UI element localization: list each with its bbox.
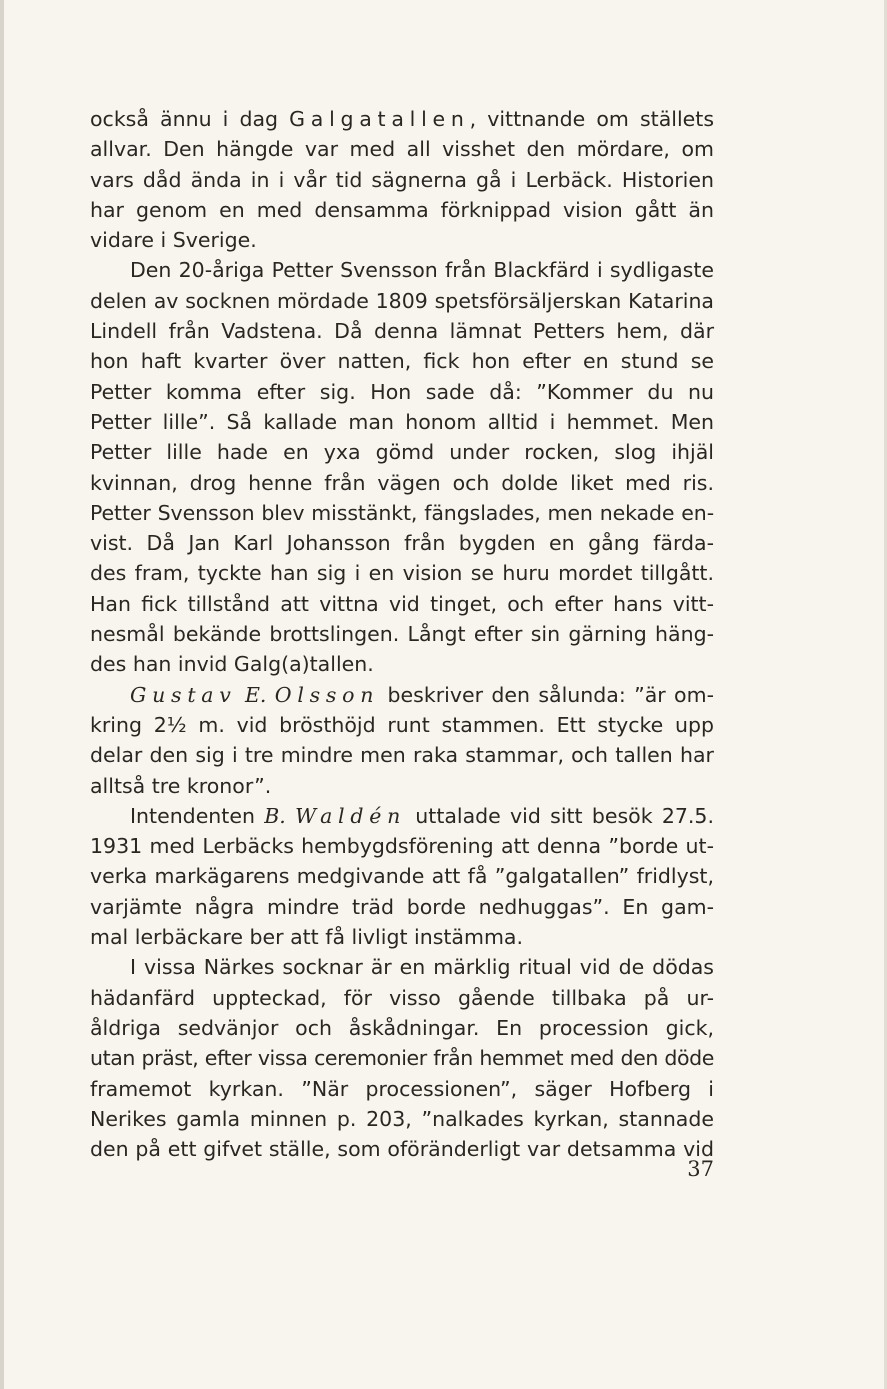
paragraph xyxy=(90,680,714,801)
text-segment: kvinnan, drog henne från vägen och dolde liket med ris. xyxy=(90,470,714,495)
text-segment: beskriver den sålunda: ”är om- xyxy=(379,682,714,707)
page-number: 37 xyxy=(687,1157,714,1181)
text-segment: B. xyxy=(264,803,286,828)
text-line xyxy=(90,195,714,225)
text-line xyxy=(90,255,714,285)
text-segment: hädanfärd uppteckad, för visso gående tillbaka på ur- xyxy=(90,985,714,1010)
text-line xyxy=(90,498,714,528)
text-line xyxy=(90,377,714,407)
text-line xyxy=(90,589,714,619)
text-segment: nesmål bekände brottslingen. Långt efter sin gärning häng- xyxy=(90,622,714,647)
text-line xyxy=(90,165,714,195)
text-segment: åldriga sedvänjor och åskådningar. En procession gick, xyxy=(90,1015,714,1040)
text-segment: har genom en med densamma förknippad vision gått än xyxy=(90,197,714,222)
paragraph xyxy=(90,104,714,255)
text-segment: utan präst, efter vissa ceremonier från hemmet med den döde xyxy=(90,1046,714,1071)
text-segment: vist. Då Jan Karl Johansson från bygden en gång färda- xyxy=(90,531,714,556)
text-segment: varjämte några mindre träd borde nedhuggas”. En gam- xyxy=(90,894,714,919)
text-line xyxy=(90,861,714,891)
text-line xyxy=(90,771,714,801)
text-segment: Gustav xyxy=(130,682,237,707)
text-line xyxy=(90,983,714,1013)
text-segment: Petter lille hade en yxa gömd under rocken, slog ihjäl xyxy=(90,440,714,465)
text-line xyxy=(90,104,714,134)
text-line xyxy=(90,1013,714,1043)
text-line xyxy=(90,801,714,831)
text-segment: , vittnande om ställets xyxy=(469,107,714,131)
paragraph xyxy=(90,255,714,679)
text-segment: Lindell från Vadstena. Då denna lämnat Petters hem, där xyxy=(90,319,714,344)
text-segment: des han invid Galg(a)tallen. xyxy=(90,652,374,677)
text-segment: vidare i Sverige. xyxy=(90,228,257,253)
text-segment: mal lerbäckare ber att få livligt instämma. xyxy=(90,925,523,950)
text-segment: Waldén xyxy=(295,803,407,828)
text-segment: vars dåd ända in i vår tid sägnerna gå i Lerbäck. Historien xyxy=(90,167,714,192)
text-segment: verka markägarens medgivande att få ”galgatallen” fridlyst, xyxy=(90,864,714,889)
text-segment: alltså tre kronor”. xyxy=(90,773,272,798)
paragraph xyxy=(90,801,714,952)
text-segment: också ännu i dag xyxy=(90,107,290,131)
text-line xyxy=(90,134,714,164)
text-segment: Intendenten xyxy=(130,803,265,828)
text-segment: framemot kyrkan. ”När processionen”, säger Hofberg i xyxy=(90,1076,714,1101)
text-line xyxy=(90,740,714,770)
text-line xyxy=(90,710,714,740)
text-segment: 1931 med Lerbäcks hembygdsförening att denna ”borde ut- xyxy=(90,834,714,859)
text-segment: Olsson xyxy=(274,682,380,707)
text-segment xyxy=(237,683,245,707)
text-line xyxy=(90,680,714,710)
text-segment: allvar. Den hängde var med all visshet den mördare, om xyxy=(90,137,714,162)
text-line xyxy=(90,316,714,346)
text-segment: Nerikes gamla minnen p. 203, ”nalkades kyrkan, stannade xyxy=(90,1106,714,1131)
text-segment: kring 2½ m. vid brösthöjd runt stammen. Ett stycke upp xyxy=(90,712,714,737)
text-segment: Den 20-åriga Petter Svensson från Blackfärd i sydligaste xyxy=(130,258,714,283)
text-line xyxy=(90,407,714,437)
text-segment: Petter komma efter sig. Hon sade då: ”Kommer du nu xyxy=(90,379,714,404)
text-line xyxy=(90,346,714,376)
text-segment: hon haft kvarter över natten, fick hon efter en stund se xyxy=(90,349,714,374)
text-segment: des fram, tyckte han sig i en vision se huru mordet tillgått. xyxy=(90,561,714,586)
text-line xyxy=(90,286,714,316)
text-line xyxy=(90,952,714,982)
text-line xyxy=(90,1043,714,1073)
text-line xyxy=(90,528,714,558)
text-line xyxy=(90,922,714,952)
text-segment xyxy=(286,804,295,828)
text-line xyxy=(90,1104,714,1134)
text-segment: delen av socknen mördade 1809 spetsförsäljerskan Katarina xyxy=(90,288,714,313)
text-segment: Petter lille”. Så kallade man honom alltid i hemmet. Men xyxy=(90,409,714,434)
text-segment: uttalade vid sitt besök 27.5. xyxy=(406,803,714,828)
text-line xyxy=(90,558,714,588)
text-line xyxy=(90,619,714,649)
text-line xyxy=(90,468,714,498)
text-segment: E. xyxy=(244,682,267,707)
text-line xyxy=(90,437,714,467)
text-segment: den på ett gifvet ställe, som oföränderligt var detsamma vid xyxy=(90,1137,714,1162)
text-line xyxy=(90,1074,714,1104)
text-segment xyxy=(266,683,274,707)
text-segment: I vissa Närkes socknar är en märklig ritual vid de dödas xyxy=(130,955,714,980)
text-segment: Petter Svensson blev misstänkt, fängslades, men nekade en- xyxy=(90,500,714,525)
text-line xyxy=(90,649,714,679)
text-segment: delar den sig i tre mindre men raka stammar, och tallen har xyxy=(90,743,714,768)
text-line xyxy=(90,225,714,255)
text-segment: Han fick tillstånd att vittna vid tinget, och efter hans vitt- xyxy=(90,591,714,616)
text-segment: Galgatallen xyxy=(289,107,470,131)
body-text xyxy=(90,104,714,1164)
text-line xyxy=(90,831,714,861)
paragraph xyxy=(90,952,714,1164)
text-line xyxy=(90,892,714,922)
text-line xyxy=(90,1134,714,1164)
